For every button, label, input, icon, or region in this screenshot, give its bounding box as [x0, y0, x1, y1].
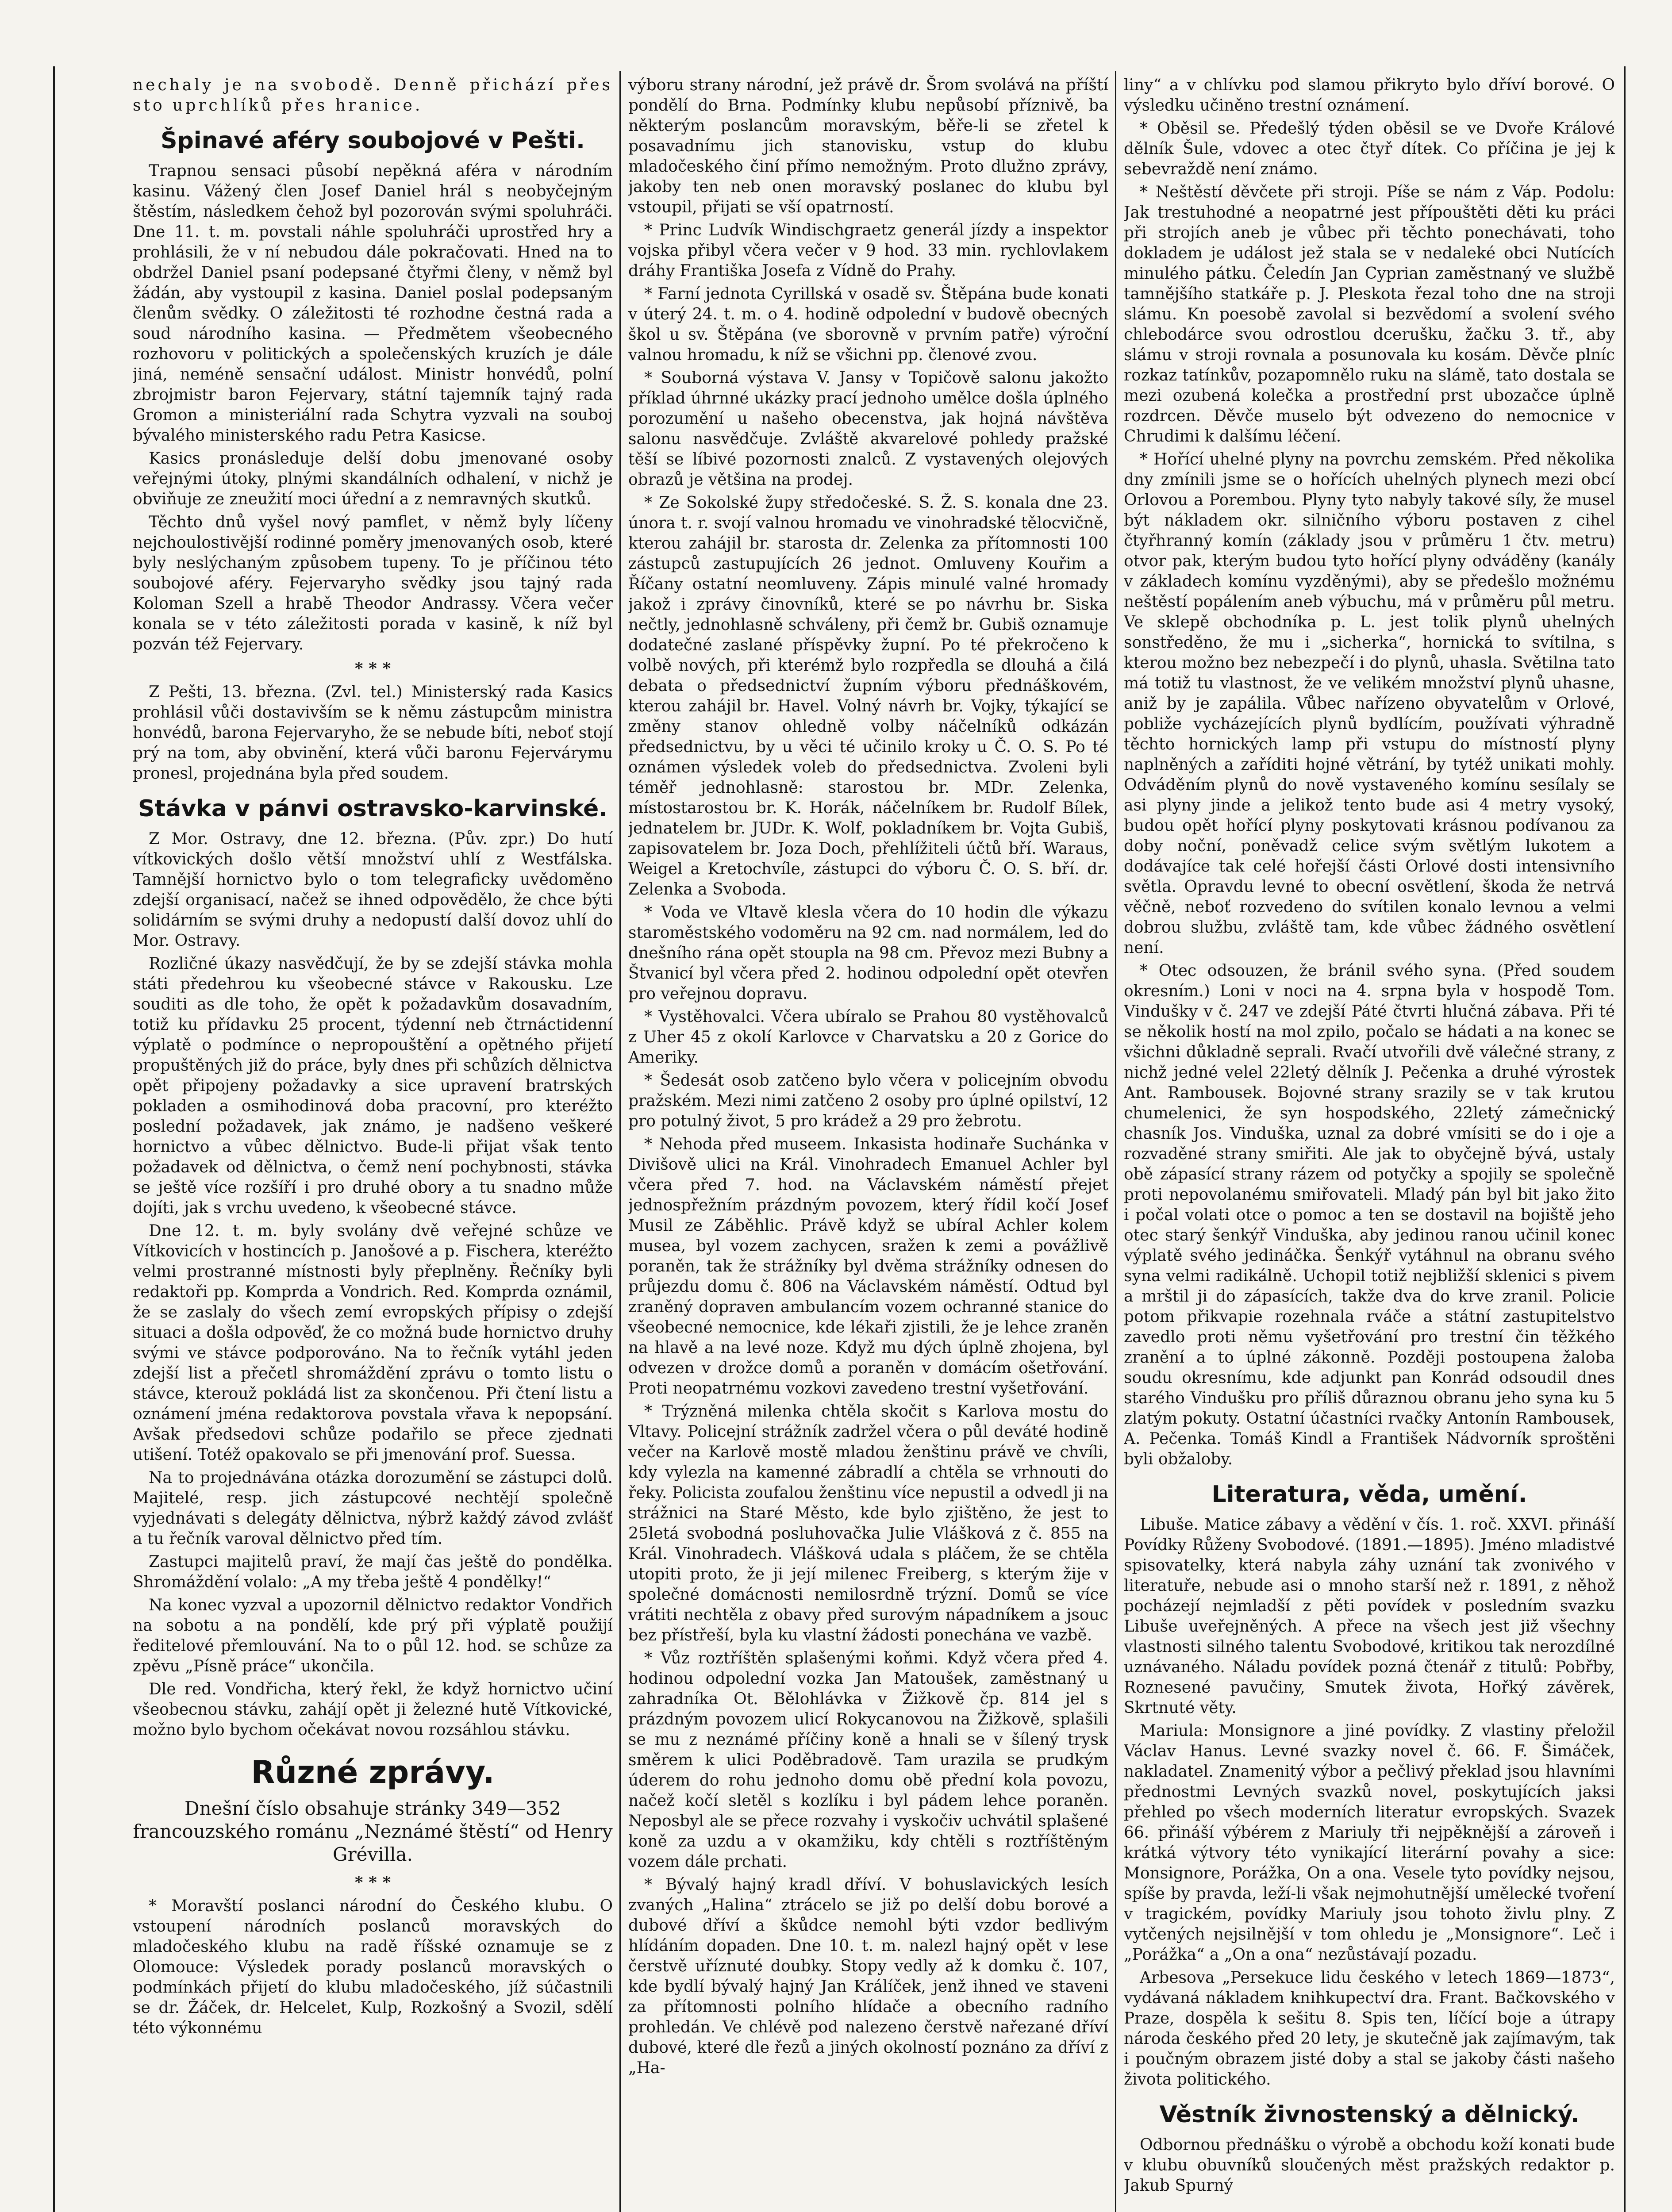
news-item: * Farní jednota Cyrillská v osadě sv. Štěpána bude konati v úterý 24. t. m. o 4. hodině odpolední v budově obecných škol u sv. Štěpána (ve sborovně v prvním patře) výroční valnou hromadu, k níž se všichni pp. členové zvou. — [628, 285, 1108, 364]
column-1 — [133, 75, 613, 2212]
news-item: * Souborná výstava V. Jansy v Topičově salonu jakožto příklad úhrnné ukázky prací jednoho umělce došla úplného porozumění u našeho obecenstva, jak hojná návštěva salonu nasvědčuje. Zvláště akvarelové pohledy pražské těší se líbivé pozornosti znalců. Z vystavených olejových obrazů je většina na prodej. — [628, 369, 1108, 489]
headline-trade-bulletin: Věstník živnostenský a dělnický. — [1159, 2101, 1580, 2128]
news-item: * Nehoda před museem. Inkasista hodinaře Suchánka v Divišově ulici na Král. Vinohradech Emanuel Achler byl včera před 7. hod. na Václavském náměstí přejet jednospřežním prázdným povozem, který řídil kočí Josef Musil ze Záběhlic. Právě když se ubíral Achler kolem musea, byl vozem zachycen, sražen k zemi a povážlivě poraněn, tak že strážníky byl dvěma strážníky odnesen do průjezdu domu č. 806 na Václavském náměstí. Odtud byl zraněný dopraven ambulancím vozem ochranné stanice do všeobecné nemocnice, kde lékaři zjistili, že je lehce zraněn na hlavě a na levé noze. Když mu dých úplně zhojena, byl odvezen v drožce domů a poraněn v domácím ošetřování. Proti neopatrnému vozkovi zavedeno trestní vyšetřování. — [628, 1135, 1108, 1398]
paragraph: Na konec vyzval a upozornil dělnictvo redaktor Vondřich na sobotu a na pondělí, kde prý při výplatě použijí ředitelové přemlouvání. Na to o půl 12. hod. se schůze za zpěvu „Písně práce“ ukončila. — [133, 1596, 613, 1675]
news-item: * Vystěhovalci. Včera ubíralo se Prahou 80 vystěhovalců z Uher 45 z okolí Karlovce v Charvatsku a 20 z Gorice do Ameriky. — [628, 1008, 1108, 1067]
column-2 — [628, 75, 1108, 2212]
news-item: * Neštěstí děvčete při stroji. Píše se nám z Váp. Podolu: Jak trestuhodné a neopatrné jest přípouštěti děti ku práci při strojích aneb je vůbec při těchto ponechávati, toho dokladem je událost jež stala se v nedaleké obci Nutících minulého pátku. Čeledín Jan Cyprian zaměstnaný ve službě tamnějšího statkáře p. J. Pleskota řezal toho dne na stroji slámu. Kn poesobě zavolal si bezvědomí a svolení svého chlebodárce svou odrostlou dcerušku, žačku 3. tř., aby slámu v stroji rovnala a posunovala ku kosám. Děvče plníc rozkaz tatínkův, pozapomnělo ruku na slámě, tato dostala se mezi ozubená kolečka a prostřední prst ubozačce úplně rozdrcen. Děvče muselo být odvezeno do nemocnice v Chrudimi k dalšímu léčení. — [1124, 183, 1615, 445]
right-border-rule — [1624, 66, 1626, 2212]
news-item: Odbornou přednášku o výrobě a obchodu koží konati bude v klubu obuvníků sloučených měst pražských redaktor p. Jakub Spurný — [1124, 2136, 1615, 2195]
column-divider-1 — [619, 71, 621, 2212]
headline-duel-affairs: Špinavé aféry soubojové v Pešti. — [161, 127, 585, 154]
paragraph: Z Pešti, 13. března. (Zvl. tel.) Ministerský rada Kasics prohlásil vůči dostavivším se k němu zástupcům ministra honvédů, barona Fejervaryho, že se nebude bíti, neboť stojí prý na tom, aby obvinění, která vůči baronu Fejervárymu pronesl, projednána byla před soudem. — [133, 683, 613, 783]
news-item: * Trýzněná milenka chtěla skočit s Karlova mostu do Vltavy. Policejní strážník zadržel včera o půl deváté hodině večer na Karlově mostě mladou ženštinu právě ve chvíli, kdy vylezla na kamenné zábradlí a chtěla se vrhnouti do řeky. Policista zoufalou ženštinu více nepustil a odvedl ji na strážnici na Staré Město, kde bylo zjištěno, že jest to 25letá svobodná posluhovačka Julie Vlášková z č. 855 na Král. Vinohradech. Vlášková udala s pláčem, že se chtěla utopiti proto, že ji její milenec Freiberg, s kterým žije v společné domácnosti nemilosrdně trýzní. Domů se více vrátiti nechtěla z obavy před surovým nápadníkem a jsouc bez přístřeší, byla ku vlastní žádosti ponechána ve vazbě. — [628, 1402, 1108, 1644]
news-item: * Vůz roztříštěn splašenými koňmi. Když včera před 4. hodinou odpolední vozka Jan Matoušek, zaměstnaný u zahradníka Ot. Bělohlávka v Žižkově čp. 814 jel s prázdným povozem ulicí Rokycanovou na Žižkově, splašili se mu z neznámé příčiny koně a hnali se v šílený trysk směrem k ulici Poděbradově. Tam urazila se prudkým úderem do rohu jednoho domu obě přední kola povozu, načež kočí sletěl s kozlíku i byl pádem lehce poraněn. Neposbyl ale se přece rozvahy i vyskočiv uchvátil splašené koně za uzdu a v okamžiku, kdy chtěli s roztříštěným vozem dále prchati. — [628, 1649, 1108, 1871]
review-item: Mariula: Monsignore a jiné povídky. Z vlastiny přeložil Václav Hanus. Levné svazky novel č. 66. F. Šimáček, nakladatel. Znamenitý výbor a pečlivý překlad jsou hlavními přednostmi Levných svazků novel, poskytujících jaksi přehled po všech moderních literatur evropských. Svazek 66. přináší výbérem z Mariuly tři nejpěknější a zároveň i krátká výtvory této vynikající literární povahy a sice: Monsignore, Porážka, On a ona. Vesele tyto povídky nejsou, spíše by pravda, leží-li však nejmohutnější umělecké tvoření v tragickém, povídky Mariuly jsou tohoto živlu plny. Z vytčených nejsilnější v tom ohledu je „Monsignore“. Leč i „Porážka“ a „On a ona“ nezůstávají pozadu. — [1124, 1722, 1615, 1964]
asterism: * * * — [354, 1873, 391, 1892]
news-item: * Voda ve Vltavě klesla včera do 10 hodin dle výkazu staroměstského vodoměru na 92 cm. nad normálem, led do dnešního rána opět stoupla na 98 cm. Převoz mezi Bubny a Štvanicí byl včera před 2. hodinou odpolední opět otevřen pro veřejnou dopravu. — [628, 903, 1108, 1003]
review-item: Libuše. Matice zábavy a vědění v čís. 1. roč. XXVI. přináší Povídky Růženy Svobodové. (1891.—1895). Jméno mladistvé spisovatelky, která nabyla záhy uznání tak zvonivého v literatuře, nebude asi o mnoho starší než r. 1891, z něhož pocházejí nejmladší z pěti povídek v posledním svazku Libuše uveřejněných. A přece na všech jest již všechny vlastnosti silného talentu Svobodové, kritikou tak nerozdílné uznávaného. Náladu povídek pozná čtenář z titulů: Pobřby, Roznesené pavučiny, Smutek života, Hořký závěrek, Skrtnuté věty. — [1124, 1516, 1615, 1717]
paragraph: Dle red. Vondřicha, který řekl, že když hornictvo učiní všeobecnou stávku, zahájí opět ji železné hutě Vítkovické, možno bylo bychom očekávat novou rozsáhlou stávku. — [133, 1680, 613, 1739]
news-item: * Oběsil se. Předešlý týden oběsil se ve Dvoře Králové dělník Šule, vdovec a otec čtyř dítek. Co příčina je jej k sebevraždě není známo. — [1124, 119, 1615, 178]
paragraph: Trapnou sensaci působí nepěkná aféra v národním kasinu. Vážený člen Josef Daniel hrál s neobyčejným štěstím, následkem čehož byl pozorován svými spoluhráči. Dne 11. t. m. povstali náhle spoluhráči uprostřed hry a prohlásili, že v ní nebudou dále pokračovati. Hned na to obdržel Daniel psaní podepsané čtyřmi členy, v němž byl žádán, aby vystoupil z kasina. Daniel poslal podepsaným členům svědky. O záležitosti té rozhodne čestná rada a soud národního kasina. — Předmětem všeobecného rozhovoru v politických a společenských kruzích je dále jiná, neméně sensační událost. Ministr honvédů, polní zbrojmistr baron Fejervary, státní tajemník tajný rada Gromon a ministeriální rada Schytra vyzvali na souboj bývalého ministerského radu Petra Kasicse. — [133, 162, 613, 445]
column-3 — [1124, 75, 1615, 2212]
left-border-rule — [53, 66, 55, 2212]
review-item: Arbesova „Persekuce lidu českého v letech 1869—1873“, vydávaná nákladem knihkupectví dra. Frant. Bačkovského v Praze, dospěla k sešitu 8. Spis ten, líčící boje a útrapy národa českého před 20 lety, je skutečně jak zajímavým, tak i poučným obrazem jisté doby a stal se jakoby části našeho života politického. — [1124, 1969, 1615, 2089]
paragraph: Zastupci majitelů praví, že mají čas ještě do pondělka. Shromáždění volalo: „A my třeba ještě 4 pondělky!“ — [133, 1553, 613, 1591]
supplement-notice: Dnešní číslo obsahuje stránky 349—352 francouzského románu „Neznámé štěstí“ od Henry Grévilla. — [133, 1797, 613, 1865]
asterism: * * * — [354, 659, 391, 678]
news-item: * Princ Ludvík Windischgraetz generál jízdy a inspektor vojska přibyl včera večer v 9 hod. 33 min. rychlovlakem dráhy Františka Josefa z Vídně do Prahy. — [628, 221, 1108, 280]
news-item: * Šedesát osob zatčeno bylo včera v policejním obvodu pražském. Mezi nimi zatčeno 2 osoby pro úplné opilství, 12 pro potulný život, 5 pro krádež a 29 pro žebrotu. — [628, 1071, 1108, 1130]
column-divider-2 — [1115, 71, 1116, 2212]
paragraph: Kasics pronásleduje delší dobu jmenované osoby veřejnými útoky, plnými skandálních odhalení, v nichž je obviňuje ze zneužití moci úřední a z nemravných skutků. — [133, 449, 613, 508]
paragraph: Na to projednávána otázka dorozumění se zástupci dolů. Majitelé, resp. jich zástupcové nechtějí společně vyjednávati s delegáty dělnictva, nýbrž každý závod zvlášť a tu řečník varoval dělnictvo před tím. — [133, 1469, 613, 1548]
news-item: * Ze Sokolské župy středočeské. S. Ž. S. konala dne 23. února t. r. svojí valnou hromadu ve vinohradské tělocvičně, kterou zahájil br. starosta dr. Zelenka za přítomnosti 100 zástupců zastupujících 26 jednot. Omluveny Kouřim a Říčany ostatní neomluveny. Zápis minulé valné hromady jakož i zprávy činovníků, které se po návrhu br. Siska nečtly, jednohlasně schváleny, při čemž br. Gubiš oznamuje dodatečné zaslané příspěvky župní. Po té překročeno k volbě nových, při kterémž bylo rozpředla se dlouhá a čilá debata o předsednictví župním výboru přednáškovém, kterou zahájil br. Havel. Volný návrh br. Vojky, týkající se změny stanov ohledně volby náčelníků odkázán předsednictvu, by u věci té učinilo kroky u Č. O. S. Po té oznámen výsledek voleb do předsednictva. Zvoleni byli téměř jednohlasně: starostou br. MDr. Zelenka, místostarostou br. K. Horák, náčelníkem br. Rudolf Bílek, jednatelem br. JUDr. K. Wolf, pokladníkem br. Vojta Gubiš, zapisovatelem br. Joza Doch, přehlížiteli účtů bří. Waraus, Weigel a Kretochvíle, zástupci do výboru Č. O. S. bří. dr. Zelenka a Svoboda. — [628, 494, 1108, 899]
news-item: výboru strany národní, jež právě dr. Šrom svolává na příští pondělí do Brna. Podmínky klubu nepůsobí příznivě, ba některým poslancům moravským, běře-li se zřetel k posavadnímu jich stanovisku, vstup do klubu mladočeského činí přímo nemožným. Proto dlužno zprávy, jakoby ten neb onen moravský poslanec do klubu byl vstoupil, přijati se vší opatrností. — [628, 76, 1108, 216]
headline-literature: Literatura, věda, umění. — [1211, 1481, 1527, 1508]
news-item: * Bývalý hajný kradl dříví. V bohuslavických lesích zvaných „Halina“ ztrácelo se již po delší dobu borové a dubové dříví a škůdce nemohl býti vzdor bedlivým hlídáním dopaden. Dne 10. t. m. nalezl hajný opět v lese čerstvě uříznuté doubky. Stopy vedly až k domku č. 107, kde bydlí bývalý hajný Jan Králíček, jenž ihned ve staveni za přítomnosti polního hlídače a obecního radního prohledán. Ve chlévě pod nalezeno čerstvě nařezané dříví dubové, které dle řezů a jiných okolností poznáno za dříví z „Ha- — [628, 1876, 1108, 2077]
news-item: * Otec odsouzen, že bránil svého syna. (Před soudem okresním.) Loni v noci na 4. srpna byla v hospodě Tom. Vindušky v č. 247 ve zdejší Páté čtvrti hlučná zábava. Při té se několik hostí na mol zpilo, počalo se hádati a na konec se všichni důkladně seprali. Rvačí utvořili dvě válečné strany, z nichž jedné velel 22letý dělník J. Pečenka a druhé výrostek Ant. Rambousek. Bojovné strany srazily se v tak krutou chumelenici, že syn hospodského, 22letý zámečnický chasník Jos. Vinduška, uznal za dobré vmísiti se do i oje a rozvaděné strany smiřiti. Ale jak to obyčejně bývá, ustaly obě zápasící strany rázem od potyčky a spojily se společně proti nepovolanému smiřovateli. Mladý pán byl bit jako žito i počal volati otce o pomoc a ten se dostavil na bojiště jeho otec starý šenkýř Vinduška, aby jedinou ranou učinil konec výplatě svého jedináčka. Šenkýř vytáhnul na obranu svého syna velmi radikálně. Uchopil totiž nejbližší sklenici s pivem a mrštil ji do zápasících, takže dva do krve zranil. Policie potom přikvapie rozehnala rváče a státní zastupitelstvo zavedlo proti němu vyšetřování pro trestní čin těžkého zranění a to úplné zákonně. Později postoupena žaloba soudu okresnímu, kde adjunkt pan Konrád odsoudil dnes starého Vindušku pro příliš důraznou obranu jeho syna ku 5 zlatým pokuty. Ostatní účastníci rvačky Antonín Rambousek, A. Pečenka. Tomáš Kindl a František Nádvorník sproštěni byli obžaloby. — [1124, 962, 1615, 1468]
paragraph: Z Mor. Ostravy, dne 12. března. (Pův. zpr.) Do hutí vítkovických došlo větší množství uhlí z Westfálska. Tamnější hornictvo bylo o tom telegraficky uvědoměno zdejší organisací, načež se ihned odpovědělo, že chce býti solidárním se svými druhy a nedopustí další dovoz uhlí do Mor. Ostravy. — [133, 830, 613, 950]
news-item: * Moravští poslanci národní do Českého klubu. O vstoupení národních poslanců moravských do mladočeského klubu na radě říšské oznamuje se z Olomouce: Výsledek porady poslanců moravských o podmínkách přijetí do klubu mladočeského, jíž súčastnili se dr. Žáček, dr. Helcelet, Kulp, Rozkošný a Svozil, sdělí této výkonnému — [133, 1897, 613, 2037]
paragraph: Dne 12. t. m. byly svolány dvě veřejné schůze ve Vítkovicích v hostincích p. Janošové a p. Fischera, kteréžto velmi prostranné místnosti byly přeplněny. Řečníky byli redaktoři pp. Komprda a Vondrich. Red. Komprda oznámil, že se zaslaly do všech zemí evropských přípisy o zdejší situaci a došla odpověď, že co možná bude hornictvo druhy svými ve stávce podporováno. Na to řečník vytáhl jeden zdejší list a přečetl shromáždění zprávu o tomto listu o stávce, kterouž pokládá list za skončenou. Při čtení listu a oznámení jména redaktorova povstala vřava k nepopsání. Avšak předsedovi schůze podařilo se přece zjednati utišení. Totéž opakovalo se při jmenování prof. Suessa. — [133, 1222, 613, 1464]
news-item: * Hořící uhelné plyny na povrchu zemském. Před několika dny zmínili jsme se o hořících uhelných plynech mezi obcí Orlovou a Porembou. Plyny tyto nabyly takové síly, že musel být nákladem okr. silničního výboru postaven z cihel čtyřhranný komín (základy jsou v průměru 1 čtv. metru) otvor pak, kterým budou tyto hořící plyny odváděny (kanály v základech komínu vyzděnými), aby se předešlo možnému neštěstí popálením aneb výbuchu, má v průměru půl metru. Ve sklepě obchodníka p. L. jest tolik plynů uhelných sonstředěno, že mu i „sicherka“, hornická to svítilna, s kterou možno bez nebezpečí i do plynů, uhasla. Světilna tato má totiž tu vlastnost, že ve velikém množství plynů uhasne, aniž by je zapálila. Vůbec nařízeno obyvatelům v Orlové, pobliže vycházejících plynů bydlícím, používati výhradně těchto hornických lamp při vstupu do místností plyny naplněných a zaříditi hojné větrání, by tytéž unikati mohly. Odváděním plynů do nově vystaveného komínu sesílaly se asi plyny jinde a jelikož tento bude asi 4 metry vysoký, budou opět hořící plyny poskytovati krásnou podívanou za doby noční, poněvadž celice svým světlým lukotem a dodávajíce tak celé hořejší části Orlové dosti intensivního světla. Opravdu levné to obecní osvětlení, škoda že netrvá věčně, neboť rozvedeno do svítilen konalo levnou a velmi dobrou službu, zvláště tam, kde vůbec žádného osvětlení není. — [1124, 450, 1615, 957]
paragraph: Rozličné úkazy nasvědčují, že by se zdejší stávka mohla státi předehrou ku všeobecné stávce v Rakousku. Lze souditi as dle toho, že opět k požadavkům dosavadním, totiž ku přídavku 25 procent, týdenní neb čtrnáctidenní výplatě o podmínce o nepropouštění a opětného přijetí propuštěných již do práce, byly dnes při schůzích dělnictva opět připojeny požadavky a sice upravení bratrských pokladen a osmihodinová doba pracovní, pro kteréžto poslední požadavek, jak známo, je nadšeno veškeré hornictvo a vůbec dělnictvo. Bude-li přijat však tento požadavek od dělnictva, o čemž není pochybnosti, stávka se ještě více rozšíří i pro druhé obory a tu snadno může dojíti, jak s vrchu uvedeno, k všeobecné stávce. — [133, 955, 613, 1217]
paragraph: Těchto dnů vyšel nový pamflet, v němž byly líčeny nejchoulostivější rodinné poměry jmenovaných osob, které byly neslýchaným způsobem tupeny. To je příčinou této soubojové aféry. Fejervaryho svědky jsou tajný rada Koloman Szell a hrabě Theodor Andrassy. Včera večer konala se v této záležitosti porada v kasině, k níž byl pozván též Fejervary. — [133, 513, 613, 653]
headline-strike: Stávka v pánvi ostravsko-karvinské. — [138, 795, 608, 822]
news-item: liny“ a v chlívku pod slamou přikryto bylo dříví borové. O výsledku učiněno trestní oznámení. — [1124, 76, 1615, 115]
headline-various-news: Různé zprávy. — [251, 1754, 495, 1790]
article-continuation: nechaly je na svobodě. Denně přichází přes sto uprchlíků přes hranice. — [133, 76, 613, 115]
